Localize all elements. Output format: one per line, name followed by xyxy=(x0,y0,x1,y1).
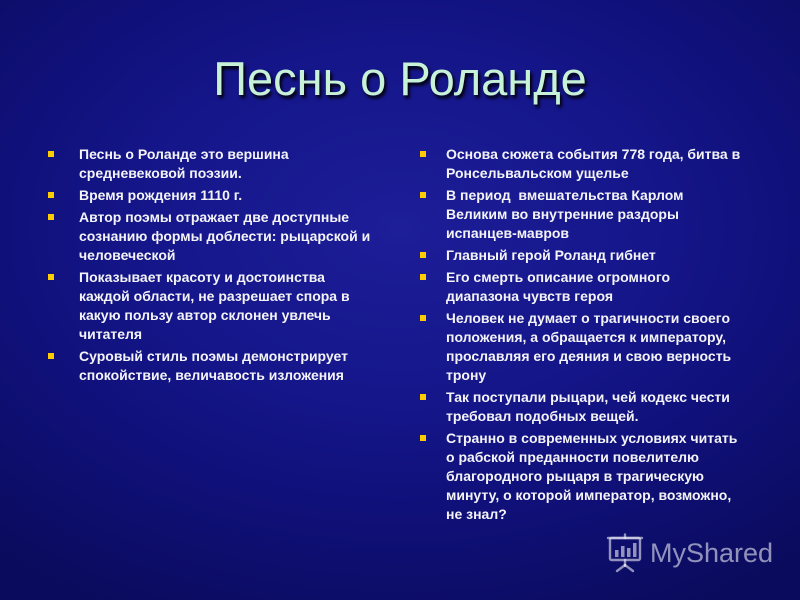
slide-title: Песнь о Роланде xyxy=(213,52,587,105)
bullet-item xyxy=(48,186,400,205)
square-bullet-icon xyxy=(48,274,54,280)
left-bullet-list xyxy=(48,145,400,388)
square-bullet-icon xyxy=(48,192,54,198)
bullet-text: Автор поэмы отражает две доступные сознанию формы доблести: рыцарской и человеческой xyxy=(79,209,371,263)
bullet-item xyxy=(420,388,790,426)
bullet-item xyxy=(420,145,790,183)
right-bullet-list xyxy=(420,145,790,527)
bullet-text: Время рождения 1110 г. xyxy=(79,187,243,203)
bullet-item xyxy=(48,347,400,385)
bullet-text: Странно в современных условиях читать о рабской преданности повелителю благородного рыцаря в трагическую минуту, о которой император, возможно, не знал? xyxy=(446,430,738,522)
square-bullet-icon xyxy=(48,353,54,359)
bullet-text: Суровый стиль поэмы демонстрирует спокойствие, величавость изложения xyxy=(79,348,348,383)
myshared-watermark xyxy=(606,533,773,573)
bullet-item xyxy=(420,309,790,385)
bullet-text: Так поступали рыцари, чей кодекс чести требовал подобных вещей. xyxy=(446,389,730,424)
bullet-item xyxy=(48,268,400,344)
square-bullet-icon xyxy=(48,151,54,157)
bullet-text: Песнь о Роланде это вершина средневековой поэзии. xyxy=(79,146,289,181)
square-bullet-icon xyxy=(420,274,426,280)
bullet-text: Его смерть описание огромного диапазона чувств героя xyxy=(446,269,671,304)
bullet-text: Показывает красоту и достоинства каждой области, не разрешает спора в какую пользу автор склонен увлечь читателя xyxy=(79,269,350,342)
watermark-text: MyShared xyxy=(650,538,774,568)
bullet-item xyxy=(420,268,790,306)
square-bullet-icon xyxy=(420,192,426,198)
bullet-text: В период вмешательства Карлом Великим во внутренние раздоры испанцев-мавров xyxy=(446,187,684,241)
bullet-text: Человек не думает о трагичности своего положения, а обращается к императору, прославляя его деяния и свою верность трону xyxy=(446,310,732,383)
bullet-item xyxy=(48,208,400,265)
presentation-board-icon xyxy=(606,533,644,573)
square-bullet-icon xyxy=(420,252,426,258)
bullet-item xyxy=(420,186,790,243)
bullet-text: Основа сюжета события 778 года, битва в Ронсельвальском ущелье xyxy=(446,146,741,181)
square-bullet-icon xyxy=(420,315,426,321)
bullet-item xyxy=(420,429,790,524)
square-bullet-icon xyxy=(420,394,426,400)
bullet-item xyxy=(48,145,400,183)
bullet-text: Главный герой Роланд гибнет xyxy=(446,247,656,263)
square-bullet-icon xyxy=(420,435,426,441)
square-bullet-icon xyxy=(48,214,54,220)
square-bullet-icon xyxy=(420,151,426,157)
bullet-item xyxy=(420,246,790,265)
